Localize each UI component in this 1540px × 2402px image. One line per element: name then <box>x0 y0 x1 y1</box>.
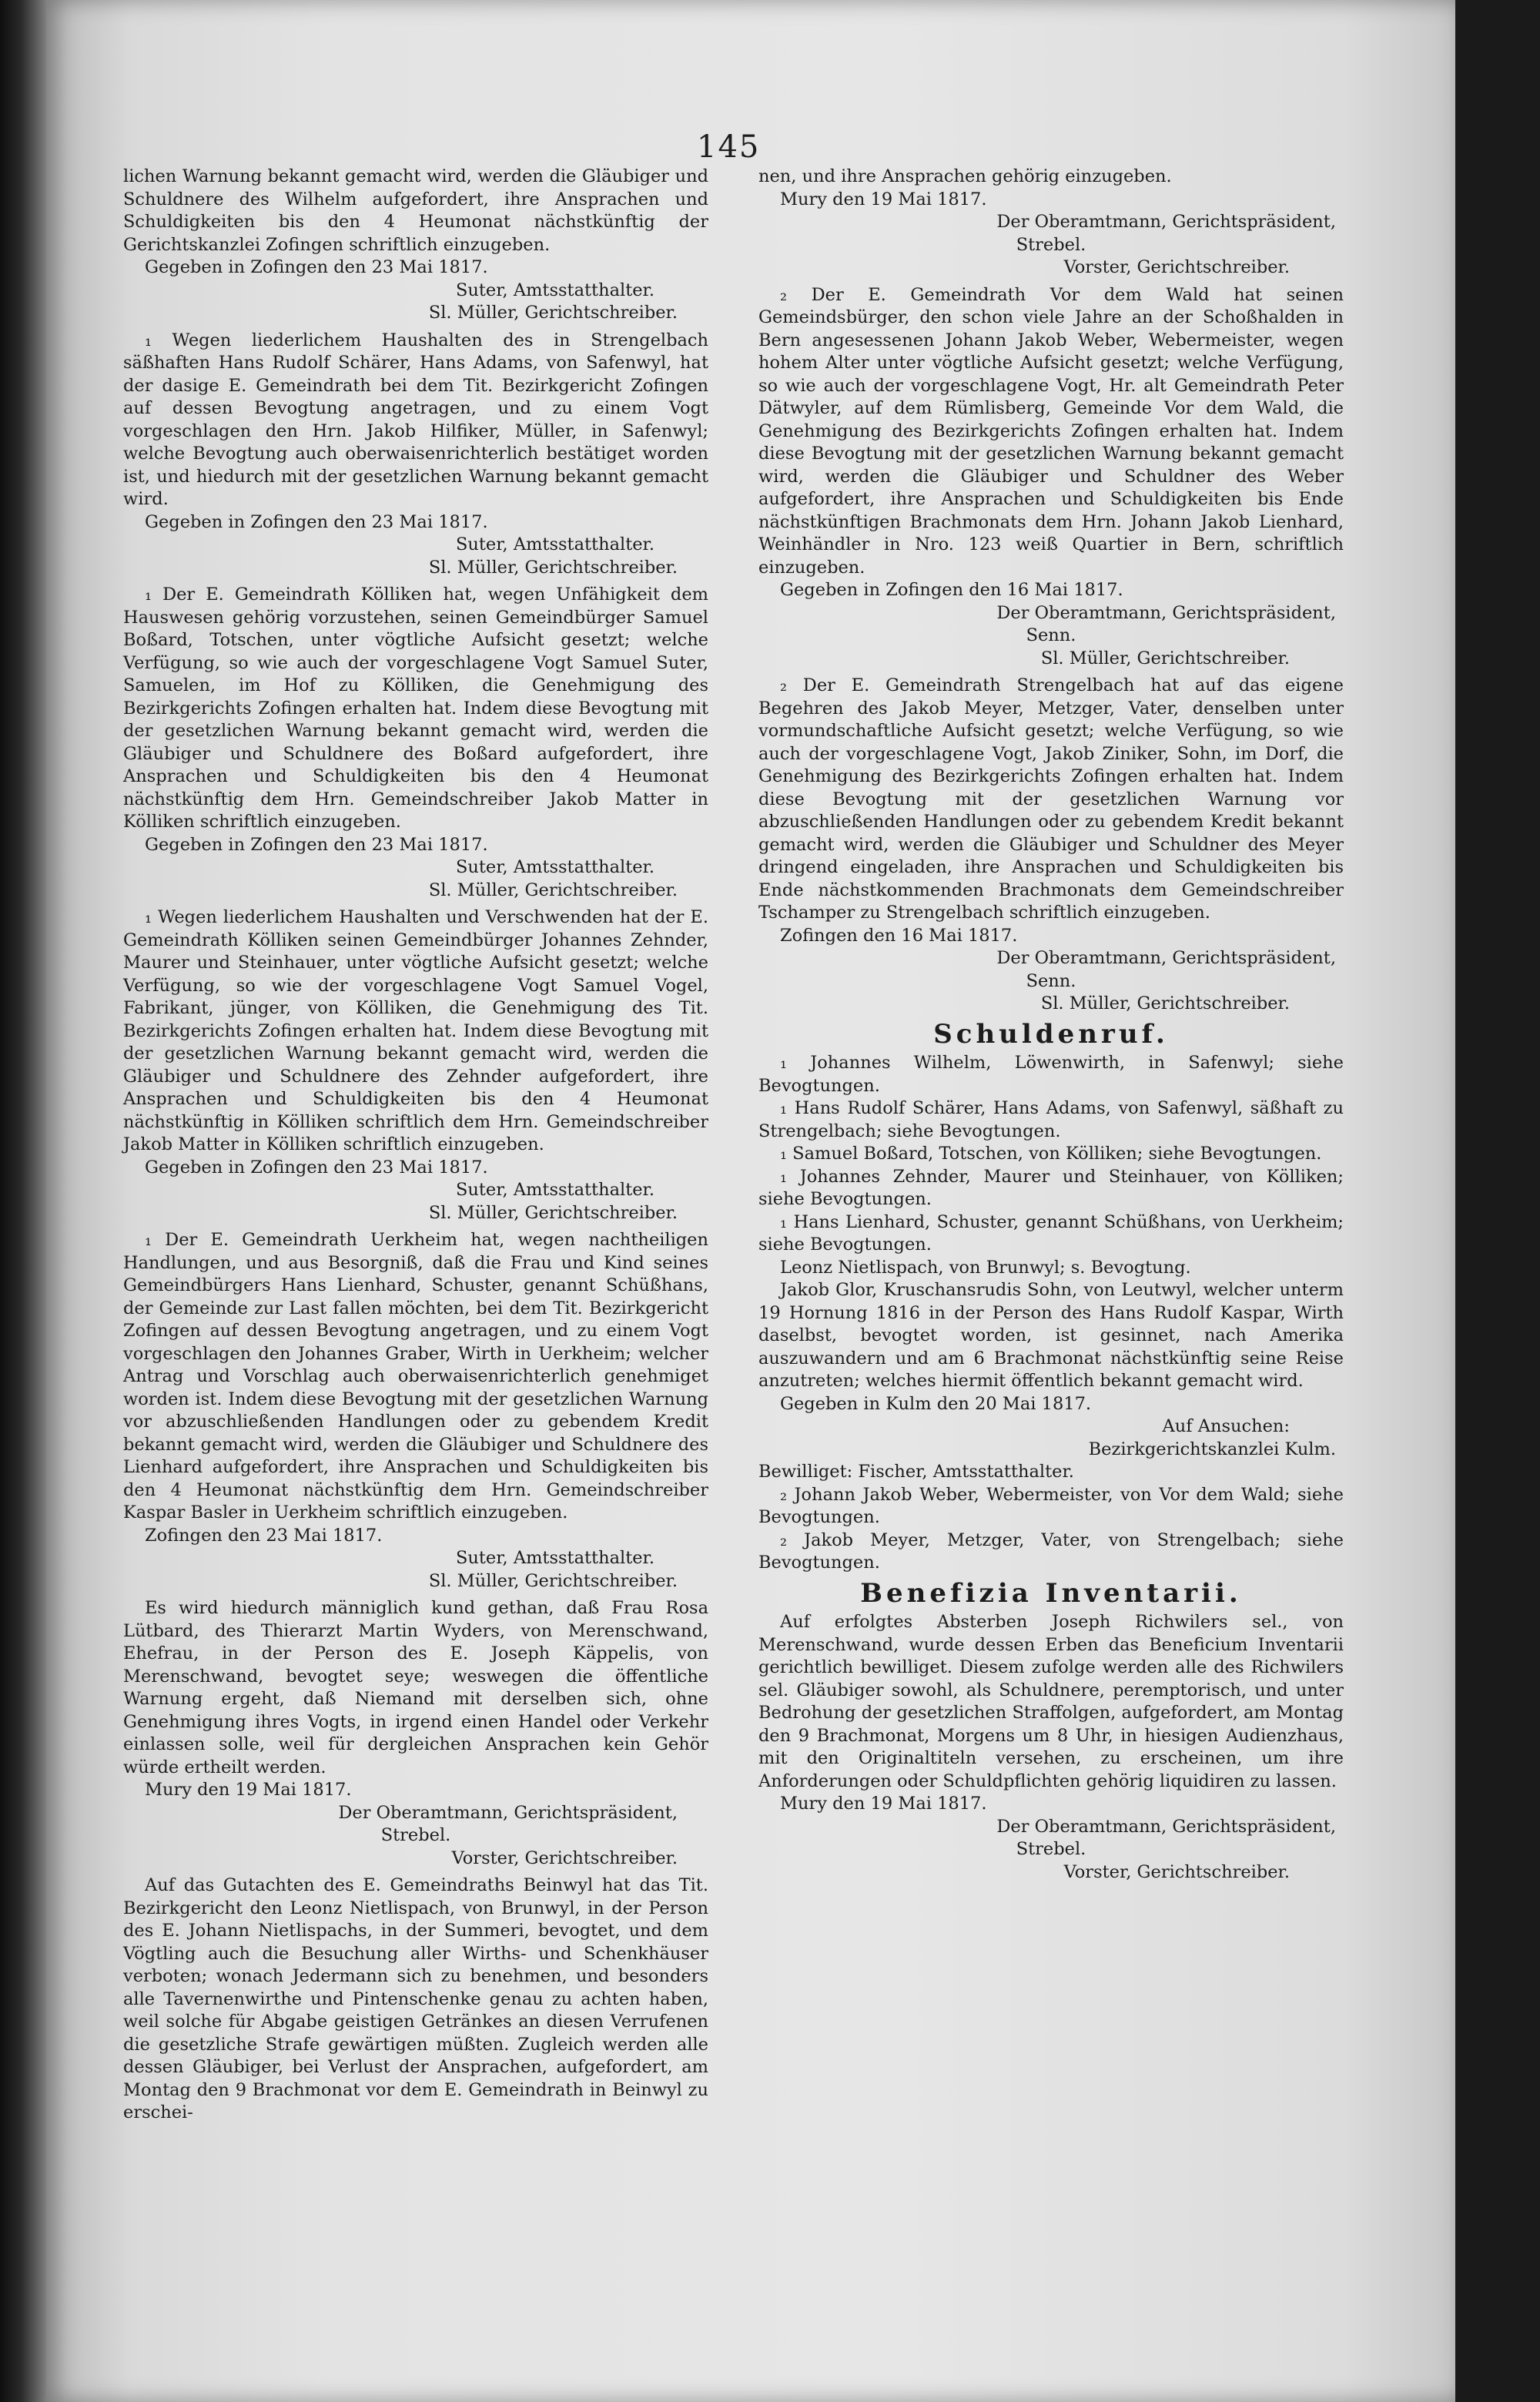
notice-wyders <box>123 1597 708 1870</box>
notice-date: Gegeben in Zofingen den 23 Mai 1817. <box>145 1157 488 1178</box>
notice-weber <box>758 284 1344 671</box>
notice-text: ₁ Wegen liederlichem Haushalten des in Strengelbach säßhaften Hans Rudolf Schärer, Hans Adams, von Safenwyl, hat der dasige E. Gemeindrath bei dem Tit. Bezirkgericht Zofingen auf dessen Bevogtung angetragen, und zu einem Vogt vorgeschlagen den Hrn. Jakob Hilfiker, Müller, in Safenwyl; welche Bevogtung auch oberwaisenrichterlich bestätiget worden ist, und hiedurch mit der gesetzlichen Warnung bekannt gemacht wird. <box>123 330 708 509</box>
signature-clerk: Sl. Müller, Gerichtschreiber. <box>428 303 678 323</box>
benefizia-heading: Benefizia Inventarii. <box>860 1577 1242 1609</box>
notice-meyer <box>758 675 1344 1016</box>
signature-clerk: Sl. Müller, Gerichtschreiber. <box>428 557 678 578</box>
benefizia-section <box>758 1611 1344 1884</box>
signature-name: Senn. <box>1026 625 1076 645</box>
signature-office: Bezirkgerichtskanzlei Kulm. <box>1088 1439 1336 1459</box>
signature-official: Der Oberamtmann, Gerichtspräsident, <box>996 1816 1336 1837</box>
signature-official: Der Oberamtmann, Gerichtspräsident, <box>996 212 1336 232</box>
notice-date: Zofingen den 16 Mai 1817. <box>780 925 1018 946</box>
notice-text: ₂ Der E. Gemeindrath Vor dem Wald hat seinen Gemeindsbürger, den schon viele Jahre an der Schoßhalden in Bern angesessenen Johann Jakob Weber, Webermeister, wegen hohem Alter unter vögtliche Aufsicht gesetzt; welche Verfügung, so wie auch der vorgeschlagene Vogt, Hr. alt Gemeindrath Peter Dätwyler, auf dem Rümlisberg, Gemeinde Vor dem Wald, die Genehmigung des Bezirkgerichts Zofingen erhalten hat. Indem diese Bevogtung mit der gesetzlichen Warnung bekannt gemacht wird, werden die Gläubiger und Schuldner des Weber aufgefordert, ihre Ansprachen und Schuldigkeiten bis Ende nächstkünftigen Brachmonats dem Hrn. Johann Jakob Lienhard, Weinhändler in Nro. 123 weiß Quartier in Bern, schriftlich einzugeben. <box>758 284 1344 578</box>
schuldenruf-entry: ₁ Hans Rudolf Schärer, Hans Adams, von Safenwyl, säßhaft zu Strengelbach; siehe Bevogtungen. <box>758 1098 1344 1141</box>
schuldenruf-entry: ₁ Hans Lienhard, Schuster, genannt Schüßhans, von Uerkheim; siehe Bevogtungen. <box>758 1211 1344 1255</box>
schuldenruf-entry: ₁ Johannes Zehnder, Maurer und Steinhauer, von Kölliken; siehe Bevogtungen. <box>758 1166 1344 1209</box>
notice-text: lichen Warnung bekannt gemacht wird, werden die Gläubiger und Schuldnere des Wilhelm aufgefordert, ihre Ansprachen und Schuldigkeiten bis den 4 Heumonat nächstkünftig der Gerichtskanzlei Zofingen schriftlich einzugeben. <box>123 166 708 255</box>
notice-date: Gegeben in Zofingen den 23 Mai 1817. <box>145 834 488 855</box>
notice-schaerer <box>123 330 708 580</box>
schuldenruf-entry: Jakob Glor, Kruschansrudis Sohn, von Leutwyl, welcher unterm 19 Hornung 1816 in der Person des Hans Rudolf Kaspar, Wirth daselbst, bevogtet worden, ist gesinnet, nach Amerika auszuwandern und am 6 Brachmonat nächstkünftig seine Reise anzutreten; welches hiermit öffentlich bekannt gemacht wird. <box>758 1280 1344 1391</box>
notice-text: ₂ Der E. Gemeindrath Strengelbach hat auf das eigene Begehren des Jakob Meyer, Metzger, Vater, denselben unter vormundschaftliche Aufsicht gesetzt; welche Verfügung, so wie auch der vorgeschlagene Vogt, Jakob Ziniker, Sohn, im Dorf, die Genehmigung des Bezirkgerichts Zofingen erhalten hat. Indem diese Bevogtung mit der gesetzlichen Warnung vor abzuschließenden Handlungen oder zu gebendem Kredit bekannt gemacht wird, werden die Gläubiger und Schuldner des Meyer dringend eingeladen, ihre Ansprachen und Schuldigkeiten bis Ende nächstkommenden Brachmonats dem Gemeindschreiber Tschamper zu Strengelbach schriftlich einzugeben. <box>758 675 1344 923</box>
signature-official: Suter, Amtsstatthalter. <box>455 280 654 300</box>
notice-text: Auf das Gutachten des E. Gemeindraths Beinwyl hat das Tit. Bezirkgericht den Leonz Nietlispach, von Brunwyl, in der Person des E. Johann Nietlispachs, in der Summeri, bevogtet, und dem Vögtling auch die Besuchung aller Wirths- und Schenkhäuser verboten; wonach Jedermann sich zu benehmen, und besonders alle Tavernenwirthe und Pintenschenke genau zu achten haben, weil solche für Abgabe geistigen Getränkes an diesen Verrufenen die gesetzliche Strafe gewärtigen müßten. Zugleich werden alle dessen Gläubiger, bei Verlust der Ansprachen, aufgefordert, am Montag den 9 Brachmonat vor dem E. Gemeindrath in Beinwyl zu erschei- <box>123 1875 708 2122</box>
schuldenruf-entry: ₁ Samuel Boßard, Totschen, von Kölliken; siehe Bevogtungen. <box>780 1144 1322 1164</box>
page-number: 145 <box>697 129 761 165</box>
signature-clerk: Sl. Müller, Gerichtschreiber. <box>428 1570 678 1591</box>
schuldenruf-heading: Schuldenruf. <box>933 1018 1169 1050</box>
signature-name: Strebel. <box>380 1825 451 1845</box>
notice-nietlispach-end <box>758 166 1344 280</box>
notice-zehnder <box>123 906 708 1224</box>
signature-clerk: Vorster, Gerichtschreiber. <box>451 1848 678 1868</box>
notice-date: Gegeben in Zofingen den 23 Mai 1817. <box>145 511 488 532</box>
notice-text: ₁ Wegen liederlichem Haushalten und Verschwenden hat der E. Gemeindrath Kölliken seinen Gemeindbürger Johannes Zehnder, Maurer und Steinhauer, unter vögtliche Aufsicht gesetzt; welche Verfügung, so wie der vorgeschlagene Vogt Samuel Vogel, Fabrikant, jünger, von Kölliken, die Genehmigung des Tit. Bezirkgerichts Zofingen erhalten hat. Indem diese Bevogtung mit der gesetzlichen Warnung bekannt gemacht wird, werden die Gläubiger und Schuldnere des Zehnder aufgefordert, ihre Ansprachen und Schuldigkeiten bis den 4 Heumonat nächstkünftig in Kölliken schriftlich dem Hrn. Gemeindschreiber Jakob Matter in Kölliken schriftlich einzugeben. <box>123 907 708 1154</box>
notice-text: Auf erfolgtes Absterben Joseph Richwilers sel., von Merenschwand, wurde dessen Erben das Beneficium Inventarii gerichtlich bewilliget. Diesem zufolge werden alle des Richwilers sel. Gläubiger sowohl, als Schuldnere, peremptorisch, und unter Bedrohung der gesetzlichen Straffolgen, aufgefordert, am Montag den 9 Brachmonat, Morgens um 8 Uhr, in hiesigen Audienzhaus, mit den Originaltiteln versehen, zu erscheinen, um ihre Anforderungen oder Schuldpflichten gehörig liquidiren zu lassen. <box>758 1612 1344 1791</box>
signature-clerk: Sl. Müller, Gerichtschreiber. <box>1040 993 1290 1013</box>
notice-text: ₁ Der E. Gemeindrath Uerkheim hat, wegen nachtheiligen Handlungen, und aus Besorgniß, daß die Frau und Kind seines Gemeindbürgers Hans Lienhard, Schuster, genannt Schüßhans, der Gemeinde zur Last fallen möchten, bei dem Tit. Bezirkgericht Zofingen auf dessen Bevogtung angetragen, und zu einem Vogt vorgeschlagen den Johannes Graber, Wirth in Uerkheim; welcher Antrag und Vorschlag auch oberwaisenrichterlich genehmiget worden ist. Indem diese Bevogtung mit der gesetzlichen Warnung vor abzuschließenden Handlungen oder zu gebendem Kredit bekannt gemacht wird, werden die Gläubiger und Schuldnere des Lienhard aufgefordert, ihre Ansprachen und Schuldigkeiten bis den 4 Heumonat nächstkünftig dem Hrn. Gemeindschreiber Kaspar Basler in Uerkheim schriftlich einzugeben. <box>123 1230 708 1523</box>
signature-official: Der Oberamtmann, Gerichtspräsident, <box>996 948 1336 968</box>
schuldenruf-entry: ₂ Johann Jakob Weber, Webermeister, von Vor dem Wald; siehe Bevogtungen. <box>758 1484 1344 1527</box>
signature-official: Suter, Amtsstatthalter. <box>455 534 654 554</box>
notice-wilhelm-end <box>123 166 708 325</box>
right-column <box>758 166 1344 1888</box>
signature-clerk: Sl. Müller, Gerichtschreiber. <box>428 1202 678 1223</box>
signature-name: Strebel. <box>1016 234 1086 255</box>
schuldenruf-entry: ₂ Jakob Meyer, Metzger, Vater, von Strengelbach; siehe Bevogtungen. <box>758 1529 1344 1573</box>
notice-date: Zofingen den 23 Mai 1817. <box>145 1525 383 1546</box>
notice-date: Mury den 19 Mai 1817. <box>780 1794 987 1814</box>
notice-date: Mury den 19 Mai 1817. <box>780 189 987 209</box>
approval-line: Bewilliget: Fischer, Amtsstatthalter. <box>758 1462 1074 1482</box>
signature-clerk: Vorster, Gerichtschreiber. <box>1063 257 1290 277</box>
notice-text: Es wird hiedurch männiglich kund gethan, daß Frau Rosa Lütbard, des Thierarzt Martin Wyders, von Merenschwand, Ehefrau, in der Person des E. Joseph Käppelis, von Merenschwand, bevogtet seye; weswegen die öffentliche Warnung ergeht, daß Niemand mit derselben sich, ohne Genehmigung ihres Vogts, in irgend einen Handel oder Verkehr einlassen solle, weil für dergleichen Ansprachen kein Gehör würde ertheilt werden. <box>123 1598 708 1777</box>
notice-nietlispach <box>123 1874 708 2125</box>
notice-bossard <box>123 584 708 902</box>
signature-name: Strebel. <box>1016 1839 1086 1859</box>
notice-text: nen, und ihre Ansprachen gehörig einzugeben. <box>758 166 1172 186</box>
signature-request: Auf Ansuchen: <box>1162 1416 1290 1436</box>
notice-date: Gegeben in Zofingen den 23 Mai 1817. <box>145 257 488 277</box>
notice-text: ₁ Der E. Gemeindrath Kölliken hat, wegen Unfähigkeit dem Hauswesen gehörig vorzustehen, seinen Gemeindbürger Samuel Boßard, Totschen, unter vögtliche Aufsicht gesetzt; welche Verfügung, so wie auch der vorgeschlagene Vogt Samuel Suter, Samuelen, im Hof zu Kölliken, die Genehmigung des Bezirkgerichts Zofingen erhalten hat. Indem diese Bevogtung mit der gesetzlichen Warnung bekannt gemacht wird, werden die Gläubiger und Schuldnere des Boßard aufgefordert, ihre Ansprachen und Schuldigkeiten bis den 4 Heumonat nächstkünftig dem Hrn. Gemeindschreiber Jakob Matter in Kölliken schriftlich einzugeben. <box>123 585 708 832</box>
left-column <box>123 166 708 2129</box>
notice-date: Mury den 19 Mai 1817. <box>145 1780 352 1800</box>
signature-official: Suter, Amtsstatthalter. <box>455 1548 654 1568</box>
signature-clerk: Vorster, Gerichtschreiber. <box>1063 1861 1290 1882</box>
notice-date: Gegeben in Kulm den 20 Mai 1817. <box>780 1393 1092 1414</box>
signature-clerk: Sl. Müller, Gerichtschreiber. <box>1040 648 1290 668</box>
schuldenruf-section <box>758 1052 1344 1575</box>
schuldenruf-entry: Leonz Nietlispach, von Brunwyl; s. Bevogtung. <box>780 1257 1191 1278</box>
signature-official: Suter, Amtsstatthalter. <box>455 857 654 877</box>
signature-clerk: Sl. Müller, Gerichtschreiber. <box>428 879 678 900</box>
schuldenruf-entry: ₁ Johannes Wilhelm, Löwenwirth, in Safenwyl; siehe Bevogtungen. <box>758 1053 1344 1096</box>
signature-name: Senn. <box>1026 970 1076 991</box>
signature-official: Suter, Amtsstatthalter. <box>455 1180 654 1200</box>
notice-date: Gegeben in Zofingen den 16 Mai 1817. <box>780 580 1123 600</box>
signature-official: Der Oberamtmann, Gerichtspräsident, <box>996 602 1336 623</box>
signature-official: Der Oberamtmann, Gerichtspräsident, <box>338 1802 678 1823</box>
notice-lienhard <box>123 1229 708 1593</box>
